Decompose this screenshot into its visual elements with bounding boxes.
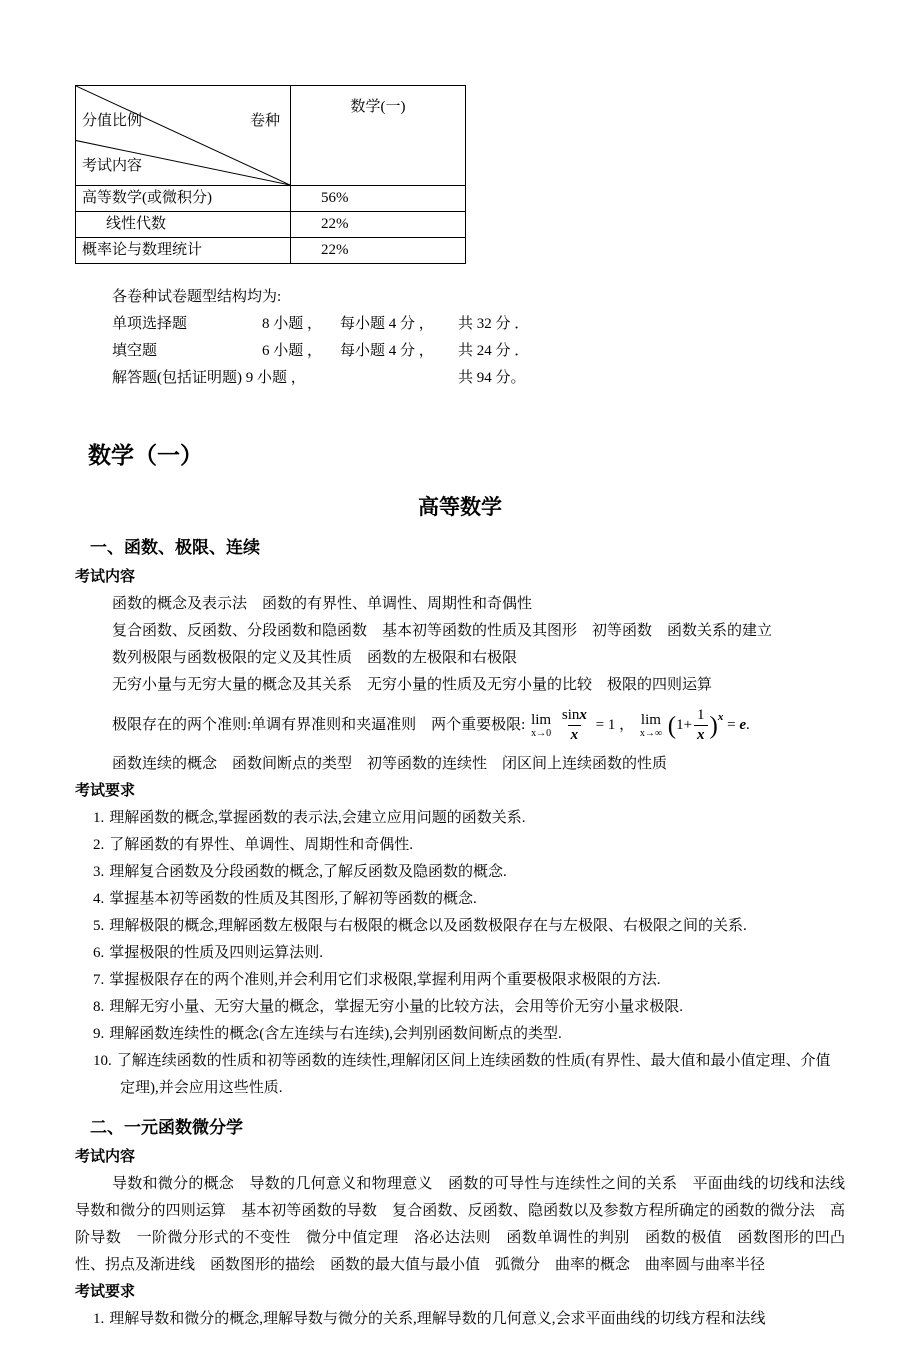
- question-type-label: 填空题: [112, 343, 158, 359]
- total-points: 共 32 分 ．: [458, 316, 530, 332]
- formula-period: .: [746, 717, 750, 734]
- formula-constant-e: e: [739, 717, 746, 734]
- key-limits-formula: [75, 707, 845, 745]
- question-count: 8 小题 ，: [262, 316, 323, 332]
- requirement-item: 10. 了解连续函数的性质和初等函数的连续性,理解闭区间上连续函数的性质(有界性、最大值和最小值定理、介值定理),并会应用这些性质.: [93, 1052, 831, 1096]
- fraction-sinx-over-x: $\frac{\sin x}{x}$: [561, 707, 587, 744]
- formula-variable: x: [579, 707, 587, 723]
- question-type-label: 单项选择题: [112, 316, 188, 332]
- content-paragraph: 导数和微分的概念 导数的几何意义和物理意义 函数的可导性与连续性之间的关系 平面曲线的切线和法线 导数和微分的四则运算 基本初等函数的导数 复合函数、反函数、隐函数以及参数方程所确定的函数的微分法 高阶导数 一阶微分形式的不变性 微分中值定理 洛必达法则 函数单调性的判别 函数的极值 函数图形的凹凸性、拐点及渐进线 函数图形的描绘 函数的最大值与最小值 弧微分 曲率的概念 曲率圆与曲率半径: [75, 1175, 861, 1273]
- requirement-item: 6. 掌握极限的性质及四则运算法则.: [93, 944, 324, 961]
- section2-content-label: 考试内容: [75, 1148, 136, 1165]
- content-paragraph: 函数的概念及表示法 函数的有界性、单调性、周期性和奇偶性: [112, 596, 533, 612]
- percent-cell: 22%: [291, 212, 466, 238]
- subject-cell: 线性代数: [76, 212, 291, 238]
- one-plus: 1+: [676, 717, 693, 734]
- exam-structure-block: [112, 284, 845, 392]
- points-per-question: 每小题 4 分 ，: [340, 343, 434, 359]
- corner-label-score-ratio: 分值比例: [82, 113, 143, 129]
- formula-equals-one: = 1 ，: [595, 717, 635, 734]
- requirement-item: 5. 理解极限的概念,理解函数左极限与右极限的概念以及函数极限存在与左极限、右极限之间的关系.: [93, 917, 747, 934]
- requirement-item: 9. 理解函数连续性的概念(含左连续与右连续),会判别函数间断点的类型.: [93, 1025, 562, 1042]
- table-corner-cell: [76, 86, 291, 186]
- requirement-item: 1. 理解导数和微分的概念,理解导数与微分的关系,理解导数的几何意义,会求平面曲线的切线方程和法线: [93, 1310, 766, 1327]
- section2-title: 二、一元函数微分学: [90, 1117, 243, 1137]
- percent-cell: 22%: [291, 238, 466, 264]
- section1-content-label: 考试内容: [75, 569, 136, 585]
- exponent-x: x: [717, 711, 724, 724]
- heading-advanced-math: 高等数学: [418, 495, 502, 519]
- subject-cell: 概率论与数理统计: [76, 238, 291, 264]
- score-proportion-table: [75, 85, 466, 264]
- corner-label-paper-type: 卷种: [249, 113, 280, 129]
- content-paragraph: 复合函数、反函数、分段函数和隐函数 基本初等函数的性质及其图形 初等函数 函数关系的建立: [112, 623, 773, 639]
- content-paragraph: 函数连续的概念 函数间断点的类型 初等函数的连续性 闭区间上连续函数的性质: [112, 755, 668, 772]
- content-paragraph: 无穷小量与无穷大量的概念及其关系 无穷小量的性质及无穷小量的比较 极限的四则运算: [112, 677, 713, 693]
- total-points: 共 94 分。: [458, 370, 526, 386]
- table-row: [76, 238, 466, 264]
- requirement-item: 7. 掌握极限存在的两个准则,并会利用它们求极限,掌握利用两个重要极限求极限的方法.: [93, 971, 661, 988]
- section1-title: 一、函数、极限、连续: [90, 538, 260, 557]
- content-paragraph: 数列极限与函数极限的定义及其性质 函数的左极限和右极限: [112, 650, 518, 666]
- structure-intro: 各卷种试卷题型结构均为:: [112, 289, 282, 305]
- limit-operator: lim x→0: [531, 711, 552, 739]
- heading-math-one: 数学（一）: [88, 443, 203, 468]
- requirement-item: 2. 了解函数的有界性、单调性、周期性和奇偶性.: [93, 836, 414, 853]
- total-points: 共 24 分 ．: [458, 343, 530, 359]
- section1-requirements-label: 考试要求: [75, 782, 136, 799]
- subject-cell: 高等数学(或微积分): [76, 186, 291, 212]
- formula-lead-text: 极限存在的两个准则:单调有界准则和夹逼准则 两个重要极限:: [112, 717, 526, 734]
- table-row: [76, 212, 466, 238]
- section2-requirements-label: 考试要求: [75, 1283, 136, 1300]
- table-column-header: 数学(一): [291, 86, 466, 186]
- limit-operator: lim x→∞: [639, 711, 662, 739]
- table-row: [76, 186, 466, 212]
- points-per-question: 每小题 4 分 ，: [340, 316, 434, 332]
- equals-sign: =: [727, 717, 736, 734]
- fraction-one-over-x: $\frac{1}{x}$: [694, 707, 708, 745]
- requirement-item: 1. 理解函数的概念,掌握函数的表示法,会建立应用问题的函数关系.: [93, 809, 526, 826]
- question-count: 6 小题 ，: [262, 343, 323, 359]
- question-type-label: 解答题(包括证明题) 9 小题 ，: [112, 370, 306, 386]
- requirement-item: 8. 理解无穷小量、无穷大量的概念，掌握无穷小量的比较方法，会用等价无穷小量求极限.: [93, 998, 684, 1015]
- open-paren: (: [667, 712, 677, 740]
- close-paren: ): [709, 712, 718, 740]
- requirement-item: 3. 理解复合函数及分段函数的概念,了解反函数及隐函数的概念.: [93, 863, 507, 880]
- corner-label-exam-content: 考试内容: [82, 158, 143, 174]
- formula-variable: x: [570, 727, 579, 744]
- formula-variable: x: [697, 727, 705, 744]
- structure-lines: [112, 311, 845, 392]
- percent-cell: 56%: [291, 186, 466, 212]
- requirement-item: 4. 掌握基本初等函数的性质及其图形,了解初等函数的概念.: [93, 890, 477, 907]
